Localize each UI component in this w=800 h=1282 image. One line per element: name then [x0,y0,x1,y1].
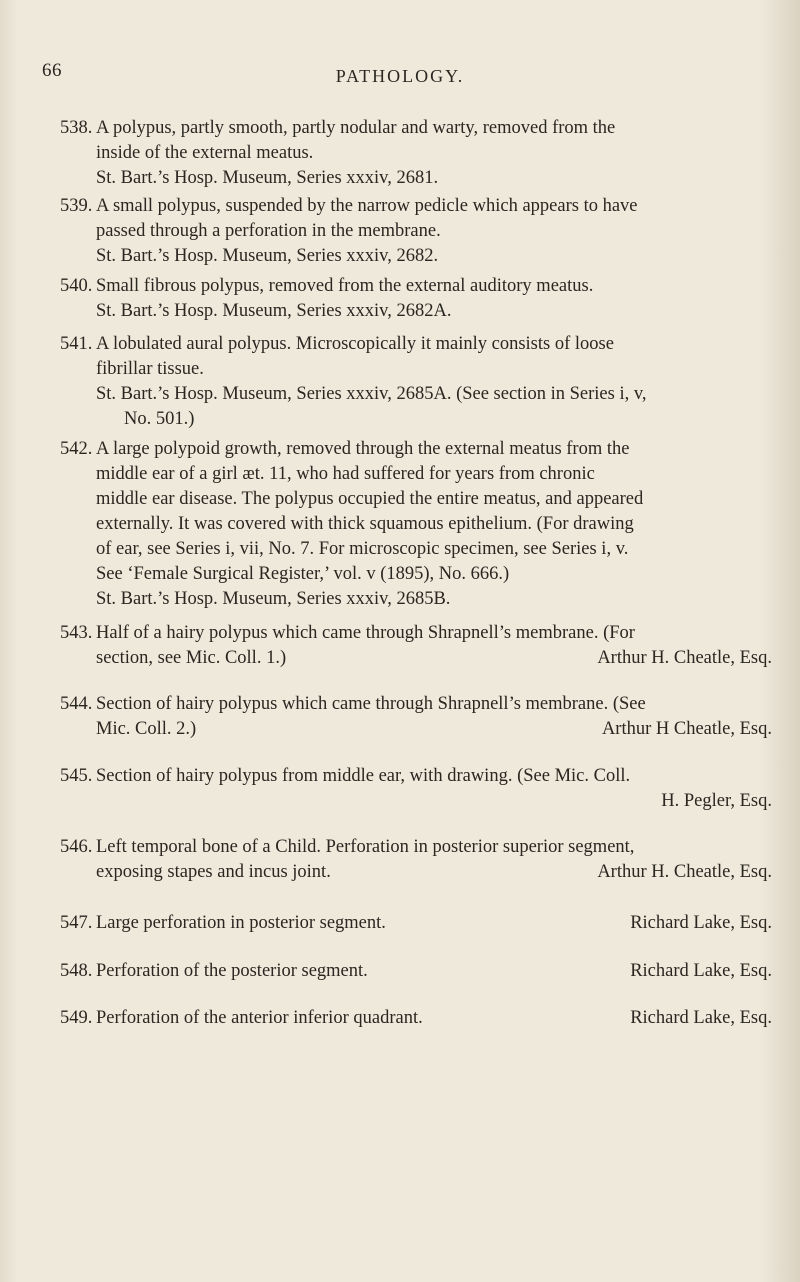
entry-line: Left temporal bone of a Child. Perforation in posterior superior segment, [96,837,635,857]
entry-line: fibrillar tissue. [96,359,204,379]
entry-source: St. Bart.’s Hosp. Museum, Series xxxiv, 2682A. [96,301,452,321]
entry-546 [60,835,772,885]
entry-line: of ear, see Series i, vii, No. 7. For microscopic specimen, see Series i, v. [96,539,629,559]
entry-line: A polypus, partly smooth, partly nodular and warty, removed from the [96,118,616,138]
entry-source: St. Bart.’s Hosp. Museum, Series xxxiv, 2681. [96,168,439,188]
entry-line: Large perforation in posterior segment. [96,913,386,933]
entry-donor: Richard Lake, Esq. [630,913,772,933]
entry-source: No. 501.) [124,409,195,429]
entry-line: section, see Mic. Coll. 1.) [96,648,287,668]
entry-line: middle ear of a girl æt. 11, who had suffered for years from chronic [96,464,595,484]
page-number: 66 [42,60,62,81]
entry-number: 542. [60,439,93,459]
entry-line: passed through a perforation in the membrane. [96,221,441,241]
entry-line: Perforation of the anterior inferior quadrant. [96,1008,423,1028]
entry-number: 544. [60,694,93,714]
entry-donor: Richard Lake, Esq. [630,961,772,981]
entry-line: Small fibrous polypus, removed from the external auditory meatus. [96,276,594,296]
entry-line: A small polypus, suspended by the narrow pedicle which appears to have [96,196,638,216]
entry-number: 539. [60,196,93,216]
entry-number: 540. [60,276,93,296]
entry-541 [60,332,772,432]
entry-source: St. Bart.’s Hosp. Museum, Series xxxiv, 2682. [96,246,439,266]
entry-number: 545. [60,766,93,786]
entry-line: Mic. Coll. 2.) [96,719,197,739]
entry-545 [60,764,772,814]
entry-number: 546. [60,837,93,857]
entry-number: 541. [60,334,93,354]
entry-line: A lobulated aural polypus. Microscopically it mainly consists of loose [96,334,614,354]
entry-donor: H. Pegler, Esq. [661,791,772,811]
entry-line: Section of hairy polypus from middle ear, with drawing. (See Mic. Coll. [96,766,631,786]
entry-number: 549. [60,1008,93,1028]
entry-source: St. Bart.’s Hosp. Museum, Series xxxiv, 2685A. (See section in Series i, v, [96,384,647,404]
entry-line: middle ear disease. The polypus occupied the entire meatus, and appeared [96,489,644,509]
entry-line: A large polypoid growth, removed through the external meatus from the [96,439,630,459]
entry-source: St. Bart.’s Hosp. Museum, Series xxxiv, 2685B. [96,589,451,609]
entry-donor: Arthur H. Cheatle, Esq. [597,862,772,882]
entry-547 [60,911,772,936]
entry-542 [60,437,772,612]
entry-544 [60,692,772,742]
entry-line: exposing stapes and incus joint. [96,862,331,882]
entry-number: 547. [60,913,93,933]
entry-543 [60,621,772,671]
entry-donor: Arthur H. Cheatle, Esq. [597,648,772,668]
entry-line: Half of a hairy polypus which came through Shrapnell’s membrane. (For [96,623,635,643]
entry-549 [60,1006,772,1031]
entry-line: See ‘Female Surgical Register,’ vol. v (1895), No. 666.) [96,564,510,584]
running-head: PATHOLOGY. [335,66,465,86]
entry-548 [60,959,772,984]
entry-number: 538. [60,118,93,138]
entry-number: 548. [60,961,93,981]
entry-donor: Arthur H Cheatle, Esq. [601,719,772,739]
entry-line: Perforation of the posterior segment. [96,961,368,981]
entry-line: inside of the external meatus. [96,143,314,163]
entry-539 [60,194,772,269]
entry-538 [60,116,772,191]
entry-line: Section of hairy polypus which came through Shrapnell’s membrane. (See [96,694,646,714]
entry-line: externally. It was covered with thick squamous epithelium. (For drawing [96,514,634,534]
entry-540 [60,274,772,324]
entry-donor: Richard Lake, Esq. [630,1008,772,1028]
entry-number: 543. [60,623,93,643]
